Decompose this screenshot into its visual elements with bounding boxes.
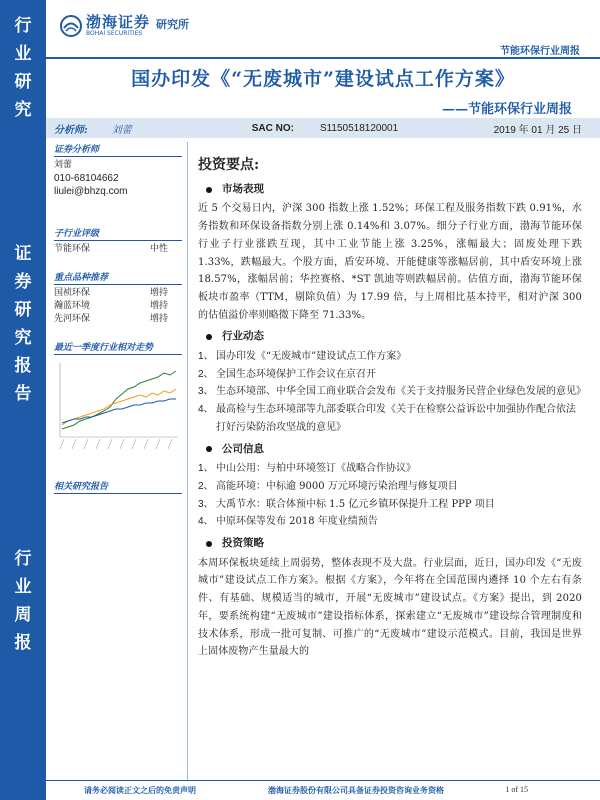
company-news-list	[198, 460, 582, 531]
bullet-icon	[206, 446, 212, 452]
sidebar-label-weekly	[0, 545, 46, 657]
sidebar-char: 业	[14, 44, 32, 64]
chart-section-heading: 最近一季度行业相对走势	[54, 340, 182, 355]
list-item: 1、 国办印发《“无废城市”建设试点工作方案》	[198, 351, 407, 363]
sidebar-char: 券	[14, 272, 32, 292]
stock-row	[54, 300, 182, 313]
x-tick-mark	[144, 439, 148, 449]
sidebar-char: 究	[14, 100, 32, 120]
x-tick-mark	[156, 439, 160, 449]
sidebar-char: 报	[14, 633, 32, 653]
company-logo	[60, 14, 189, 38]
report-subtitle: ——节能环保行业周报	[441, 102, 572, 117]
analyst-email[interactable]: liulei@bhzq.com	[54, 186, 128, 197]
rating-row	[54, 243, 182, 256]
section-heading-market: 市场表现	[198, 181, 582, 199]
market-performance-text: 近 5 个交易日内，沪深 300 指数上涨 1.52%；环保工程及服务指数下跌 0.91%，水务指数和环保设备指数分别上涨 0.14%和 3.07%。细分子行业方面，渤海节能环保行业子行业涨跌互现，其中工业节能上涨 3.25%，涨幅最大；固废处理下跌 1.33%，跌幅最大。个股方面，盾安环境、开能健康等涨幅居前，其中盾安环境上涨 18.57%，涨幅居前；华控赛格、*ST 凯迪等则跌幅居前。估值方面，渤海节能环保板块市盈率（TTM，剔除负值）为 17.99 倍，与上周相比基本持平，相对沪深 300 的估值溢价率则略微下降至 71.33%。	[198, 203, 582, 321]
analyst-section-heading: 证券分析师	[54, 142, 182, 157]
stock-row	[54, 313, 182, 326]
x-tick-mark	[84, 439, 88, 449]
analyst-phone: 010-68104662	[54, 173, 119, 184]
report-date: 2019 年 01 月 25 日	[493, 124, 582, 136]
footer-divider	[46, 780, 600, 781]
institute-label: 研究所	[156, 18, 190, 31]
report-title: 国办印发《“无废城市”建设试点工作方案》	[131, 68, 515, 90]
stock-rating: 增持	[149, 314, 168, 324]
report-type: 节能环保行业周报	[500, 46, 580, 57]
logo-english-name: BOHAI SECURITIES	[86, 30, 143, 37]
sidebar-char: 周	[14, 605, 32, 625]
x-tick-mark	[168, 439, 172, 449]
sidebar-label-industry-research	[0, 12, 46, 124]
section-heading-strategy: 投资策略	[198, 535, 582, 553]
bullet-icon	[206, 187, 212, 193]
header-divider	[46, 57, 600, 59]
investment-strategy-text: 本周环保板块延续上周弱势，整体表现不及大盘。行业层面，近日，国办印发《“无废城市”建设试点工作方案》。根据《方案》，今年将在全国范围内遴择 10 个左右有条件、有基础、规模适当的城市，开展“无废城市”建设试点。《方案》提出，到 2020 年，要系统构建“无废城市”建设指标体系，探索建立“无废城市”建设综合管理制度和技术体系，形成一批可复制、可推广的“无废城市”建设示范模式。目前，我国是世界上固体废物产生量最大的	[198, 557, 582, 658]
sidebar-char: 告	[14, 384, 32, 404]
list-item: 4、 最高检与生态环境部等九部委联合印发《关于在检察公益诉讼中加强协作配合依法打好污染防治攻坚战的意见》	[198, 404, 576, 433]
stocks-section-heading: 重点品种推荐	[54, 270, 182, 285]
analyst-info-bar	[46, 118, 600, 138]
sidebar-char: 业	[14, 577, 32, 597]
left-sidebar	[0, 0, 46, 800]
rating-sector: 节能环保	[54, 244, 91, 254]
x-tick-mark	[60, 439, 64, 449]
stock-name: 国祯环保	[54, 288, 91, 298]
bohai-logo-icon	[60, 15, 82, 37]
rating-section-heading: 子行业评级	[54, 226, 182, 241]
industry-news-list	[198, 348, 586, 437]
section-heading-company: 公司信息	[198, 441, 582, 459]
stock-name: 瀚蓝环境	[54, 301, 91, 311]
key-points-heading: 投资要点:	[198, 157, 260, 173]
section-heading-industry: 行业动态	[198, 328, 582, 346]
sidebar-char: 研	[14, 72, 32, 92]
trend-series-line	[62, 371, 176, 429]
list-item: 2、 全国生态环境保护工作会议在京召开	[198, 368, 376, 380]
related-reports-heading: 相关研究报告	[54, 479, 182, 494]
list-item: 3、 大禹节水：联合体预中标 1.5 亿元乡镇环保提升工程 PPP 项目	[198, 498, 495, 510]
sidebar-char: 报	[14, 356, 32, 376]
stock-name: 先河环保	[54, 314, 91, 324]
bullet-icon	[206, 541, 212, 547]
analyst-label: 分析师:	[54, 124, 88, 136]
list-item: 4、 中原环保等发布 2018 年度业绩预告	[198, 516, 378, 528]
license-note: 渤海证券股份有限公司具备证券投资咨询业务资格	[268, 785, 444, 795]
trend-series-line	[62, 389, 176, 425]
left-info-column	[54, 142, 182, 496]
rating-value: 中性	[149, 244, 168, 254]
x-tick-mark	[96, 439, 100, 449]
sidebar-char: 证	[14, 244, 32, 264]
page-number: 1 of 15	[505, 785, 528, 794]
list-item: 2、 高能环境：中标逾 9000 万元环境污染治理与修复项目	[198, 480, 458, 492]
sidebar-char: 研	[14, 300, 32, 320]
trend-series-line	[62, 399, 176, 423]
logo-chinese-name: 渤海证券	[86, 13, 151, 31]
column-divider	[187, 142, 188, 780]
x-tick-mark	[120, 439, 124, 449]
sidebar-label-securities-report	[0, 240, 46, 408]
sidebar-char: 行	[14, 549, 32, 569]
sidebar-char: 行	[14, 16, 32, 36]
list-item: 1、 中山公用：与柏中环境签订《战略合作协议》	[198, 463, 416, 475]
trend-chart-svg	[54, 359, 182, 457]
list-item: 3、 生态环境部、中华全国工商业联合会发布《关于支持服务民营企业绿色发展的意见》	[198, 386, 586, 398]
stock-row	[54, 287, 182, 300]
stock-rating: 增持	[149, 288, 168, 298]
sac-code: S1150518120001	[319, 122, 399, 134]
sac-label: SAC NO:	[251, 122, 294, 134]
bullet-icon	[206, 334, 212, 340]
sidebar-char: 究	[14, 328, 32, 348]
disclaimer-note: 请务必阅读正文之后的免责声明	[84, 785, 196, 795]
x-tick-mark	[108, 439, 112, 449]
x-tick-mark	[72, 439, 76, 449]
analyst-name: 刘蕾	[111, 124, 132, 136]
main-content	[198, 157, 586, 661]
stock-rating: 增持	[149, 301, 168, 311]
relative-trend-chart	[54, 359, 182, 457]
x-tick-mark	[132, 439, 136, 449]
analyst-name-left: 刘蕾	[54, 160, 73, 170]
